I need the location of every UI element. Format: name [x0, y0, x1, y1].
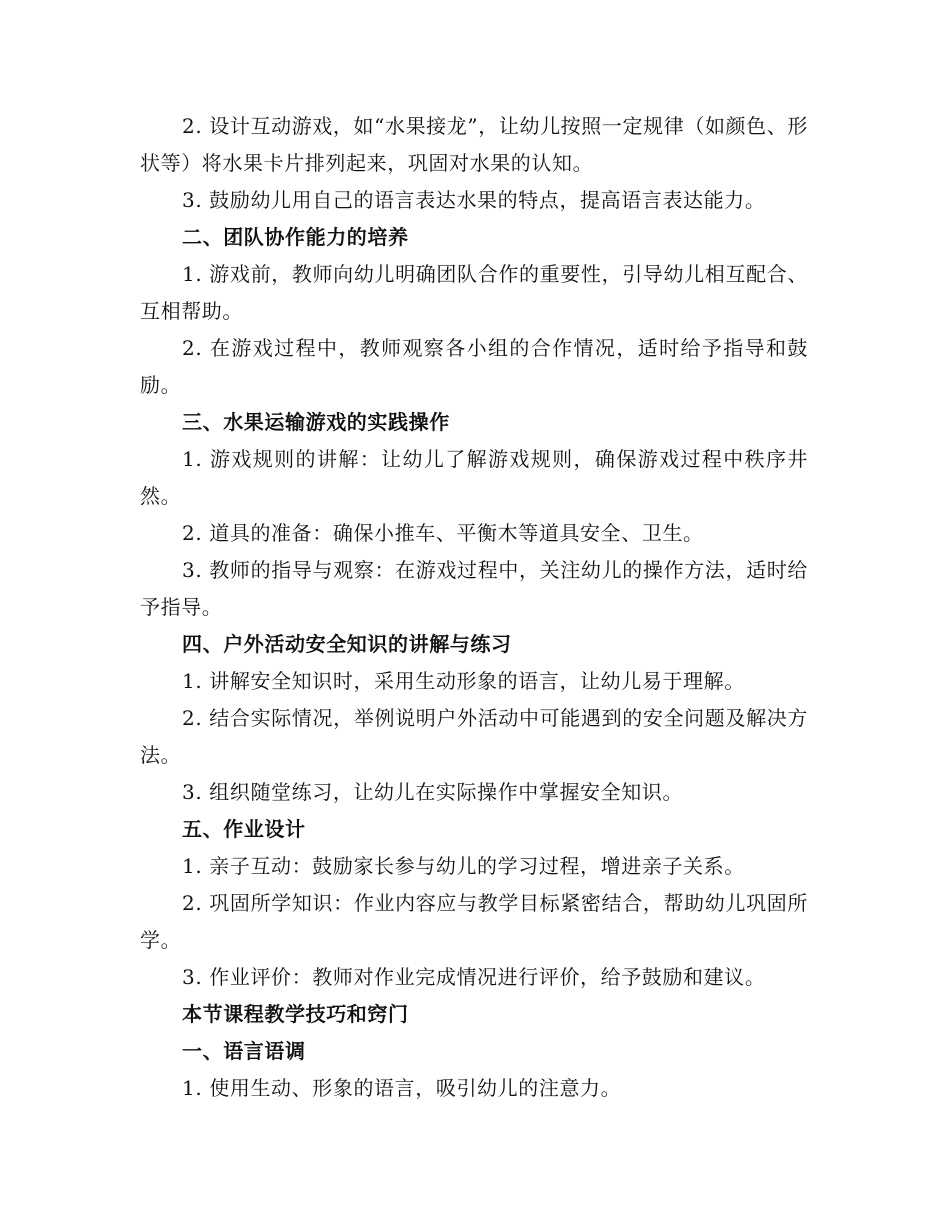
paragraph: 3. 组织随堂练习，让幼儿在实际操作中掌握安全知识。 — [182, 780, 684, 804]
section-heading: 二、团队协作能力的培养 — [182, 225, 409, 249]
paragraph: 3. 作业评价：教师对作业完成情况进行评价，给予鼓励和建议。 — [182, 965, 766, 989]
paragraph: 3. 鼓励幼儿用自己的语言表达水果的特点，提高语言表达能力。 — [182, 188, 766, 212]
document-body — [140, 108, 808, 1107]
paragraph: 1. 使用生动、形象的语言，吸引幼儿的注意力。 — [182, 1076, 622, 1100]
paragraph: 1. 游戏前，教师向幼儿明确团队合作的重要性，引导幼儿相互配合、互相帮助。 — [140, 262, 808, 323]
section-heading: 一、语言语调 — [182, 1039, 306, 1063]
paragraph: 2. 道具的准备：确保小推车、平衡木等道具安全、卫生。 — [182, 521, 704, 545]
section-heading: 本节课程教学技巧和窍门 — [182, 1002, 409, 1026]
section-heading: 四、户外活动安全知识的讲解与练习 — [182, 632, 512, 656]
paragraph: 2. 结合实际情况，举例说明户外活动中可能遇到的安全问题及解决方法。 — [140, 706, 808, 767]
paragraph: 3. 教师的指导与观察：在游戏过程中，关注幼儿的操作方法，适时给予指导。 — [140, 558, 808, 619]
paragraph: 2. 在游戏过程中，教师观察各小组的合作情况，适时给予指导和鼓励。 — [140, 336, 808, 397]
paragraph: 2. 设计互动游戏，如“水果接龙”，让幼儿按照一定规律（如颜色、形状等）将水果卡片排列起来，巩固对水果的认知。 — [140, 114, 808, 175]
paragraph: 1. 游戏规则的讲解：让幼儿了解游戏规则，确保游戏过程中秩序井然。 — [140, 447, 808, 508]
paragraph: 1. 讲解安全知识时，采用生动形象的语言，让幼儿易于理解。 — [182, 669, 745, 693]
section-heading: 三、水果运输游戏的实践操作 — [182, 410, 450, 434]
section-heading: 五、作业设计 — [182, 817, 306, 841]
paragraph: 2. 巩固所学知识：作业内容应与教学目标紧密结合，帮助幼儿巩固所学。 — [140, 891, 808, 952]
paragraph: 1. 亲子互动：鼓励家长参与幼儿的学习过程，增进亲子关系。 — [182, 854, 745, 878]
